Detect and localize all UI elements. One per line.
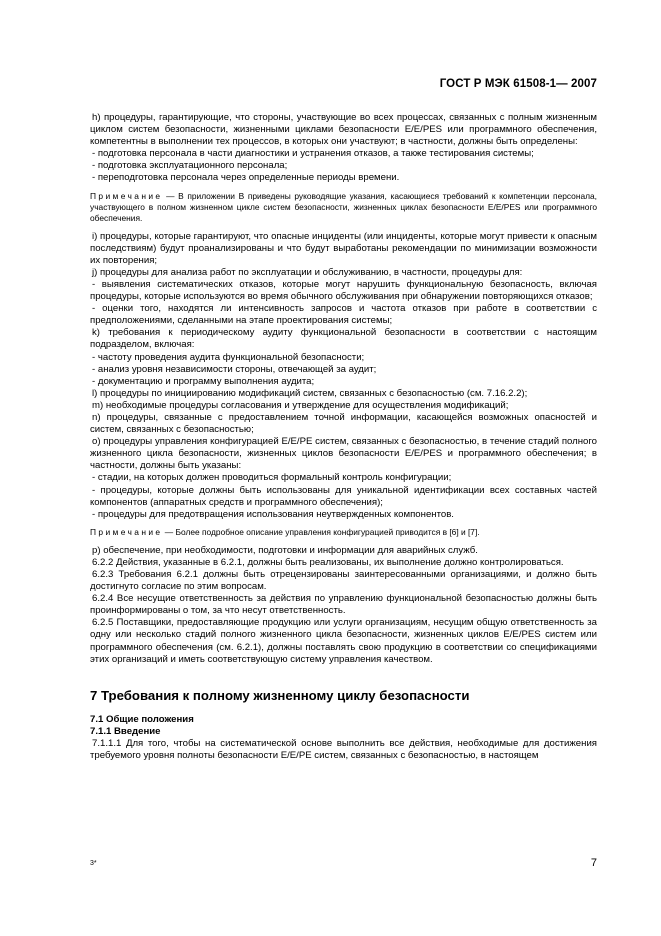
note-1-text: — В приложении В приведены руководящие указания, касающиеся требований к компетенции персонала, участвующего в полном жизненном цикле систем безопасности, жизненных циклах безопасности E/E/PES или программного обеспечения. — [90, 190, 597, 223]
item-o-sub-1: - стадии, на которых должен проводиться формальный контроль конфигурации; — [92, 472, 452, 484]
clause-6-2-2: 6.2.2 Действия, указанные в 6.2.1, должны быть реализованы, их выполнение должно контролироваться. — [92, 556, 564, 568]
clause-6-2-5: 6.2.5 Поставщики, предоставляющие продукцию или услуги организациям, несущим общую ответственность за одну или несколько стадий полного жизненного цикла безопасности, жизненных циклов E/E/PES систем или программного обеспечения (см. 6.2.1), должны поставлять свою продукцию в соответствии со спецификациями этих организаций и иметь соответствующую систему управления качеством. — [90, 617, 597, 665]
item-k-sub-1: - частоту проведения аудита функциональной безопасности; — [92, 351, 365, 363]
footer-sheet-mark: 3* — [90, 860, 97, 867]
note-1-label: Примечание — [90, 190, 163, 201]
section-7-heading: 7 Требования к полному жизненному циклу безопасности — [90, 687, 470, 703]
item-p: p) обеспечение, при необходимости, подготовки и информации для аварийных служб. — [92, 544, 478, 556]
note-1 — [90, 191, 597, 224]
note-2-label: Примечание — [90, 526, 163, 537]
item-h: h) процедуры, гарантирующие, что стороны, участвующие во всех процессах, связанных с полным жизненным циклом систем безопасности, жизненными циклами безопасности E/E/PES или программного обеспечения, компетентны в выполнении тех процессов, в которых они участвуют; в частности, должны быть определены: — [90, 112, 597, 148]
item-i: i) процедуры, которые гарантируют, что опасные инциденты (или инциденты, которые могут привести к опасным последствиям) будут проанализированы и что будут выработаны рекомендации по минимизации возможности их повторения; — [90, 230, 597, 266]
document-body — [90, 112, 597, 762]
subsection-7-1-1-heading: 7.1.1 Введение — [90, 725, 161, 737]
clause-6-2-4: 6.2.4 Все несущие ответственность за действия по управлению функциональной безопасностью должны быть проинформированы о том, за что несут ответственность. — [90, 593, 597, 617]
item-j-sub-1: - выявления систематических отказов, которые могут нарушить функциональную безопасность, включая процедуры, которые используются во время обычного обслуживания при обнаружении повторяющихся отказов; — [90, 278, 597, 303]
item-h-sub-2: - подготовка эксплуатационного персонала; — [92, 160, 288, 172]
item-j: j) процедуры для анализа работ по эксплуатации и обслуживанию, в частности, процедуры для: — [92, 266, 523, 278]
clause-6-2-3: 6.2.3 Требования 6.2.1 должны быть отрецензированы заинтересованными организациями, и должно быть достигнуто согласие по этим вопросам. — [90, 569, 597, 593]
clause-7-1-1-1: 7.1.1.1 Для того, чтобы на систематической основе выполнить все действия, необходимые для достижения требуемого уровня полноты безопасности E/E/PE систем, связанных с безопасностью, в настоящем — [90, 737, 597, 762]
item-n: n) процедуры, связанные с предоставлением точной информации, касающейся возможных опасностей и систем, связанных с безопасностью; — [90, 411, 597, 436]
item-k-sub-3: - документацию и программу выполнения аудита; — [92, 375, 315, 387]
item-k: k) требования к периодическому аудиту функциональной безопасности в соответствии с настоящим подразделом, включая: — [90, 327, 597, 351]
item-k-sub-2: - анализ уровня независимости стороны, отвечающей за аудит; — [92, 363, 377, 375]
page-number: 7 — [590, 857, 597, 869]
item-h-sub-3: - переподготовка персонала через определенные периоды времени. — [92, 172, 400, 184]
item-h-sub-1: - подготовка персонала в части диагностики и устранения отказов, а также тестирования системы; — [92, 148, 534, 160]
item-o-sub-2: - процедуры, которые должны быть использованы для уникальной идентификации всех составных частей компонентов (аппаратных средств и программного обеспечения); — [90, 484, 597, 508]
item-m: m) необходимые процедуры согласования и утверждение для осуществления модификаций; — [92, 399, 509, 411]
item-o-sub-3: - процедуры для предотвращения использования неутвержденных компонентов. — [92, 508, 454, 520]
subsection-7-1-heading: 7.1 Общие положения — [90, 713, 194, 725]
item-o: o) процедуры управления конфигурацией E/E/PE систем, связанных с безопасностью, в течение стадий полного жизненного цикла безопасности, жизненных циклов безопасности E/E/PES и программного обеспечения; в частности, должны быть указаны: — [90, 436, 597, 472]
item-l: l) процедуры по инициированию модификаций систем, связанных с безопасностью (см. 7.16.2.2); — [92, 387, 528, 399]
note-2 — [90, 527, 597, 538]
note-2-text: — Более подробное описание управления конфигурацией приводится в [6] и [7]. — [162, 526, 480, 537]
item-j-sub-2: - оценки того, находятся ли интенсивность запросов и частота отказов при работе в соответствии с предположениями, сделанными на этапе проектирования системы; — [90, 303, 597, 327]
document-code-header: ГОСТ Р МЭК 61508-1— 2007 — [439, 78, 597, 90]
